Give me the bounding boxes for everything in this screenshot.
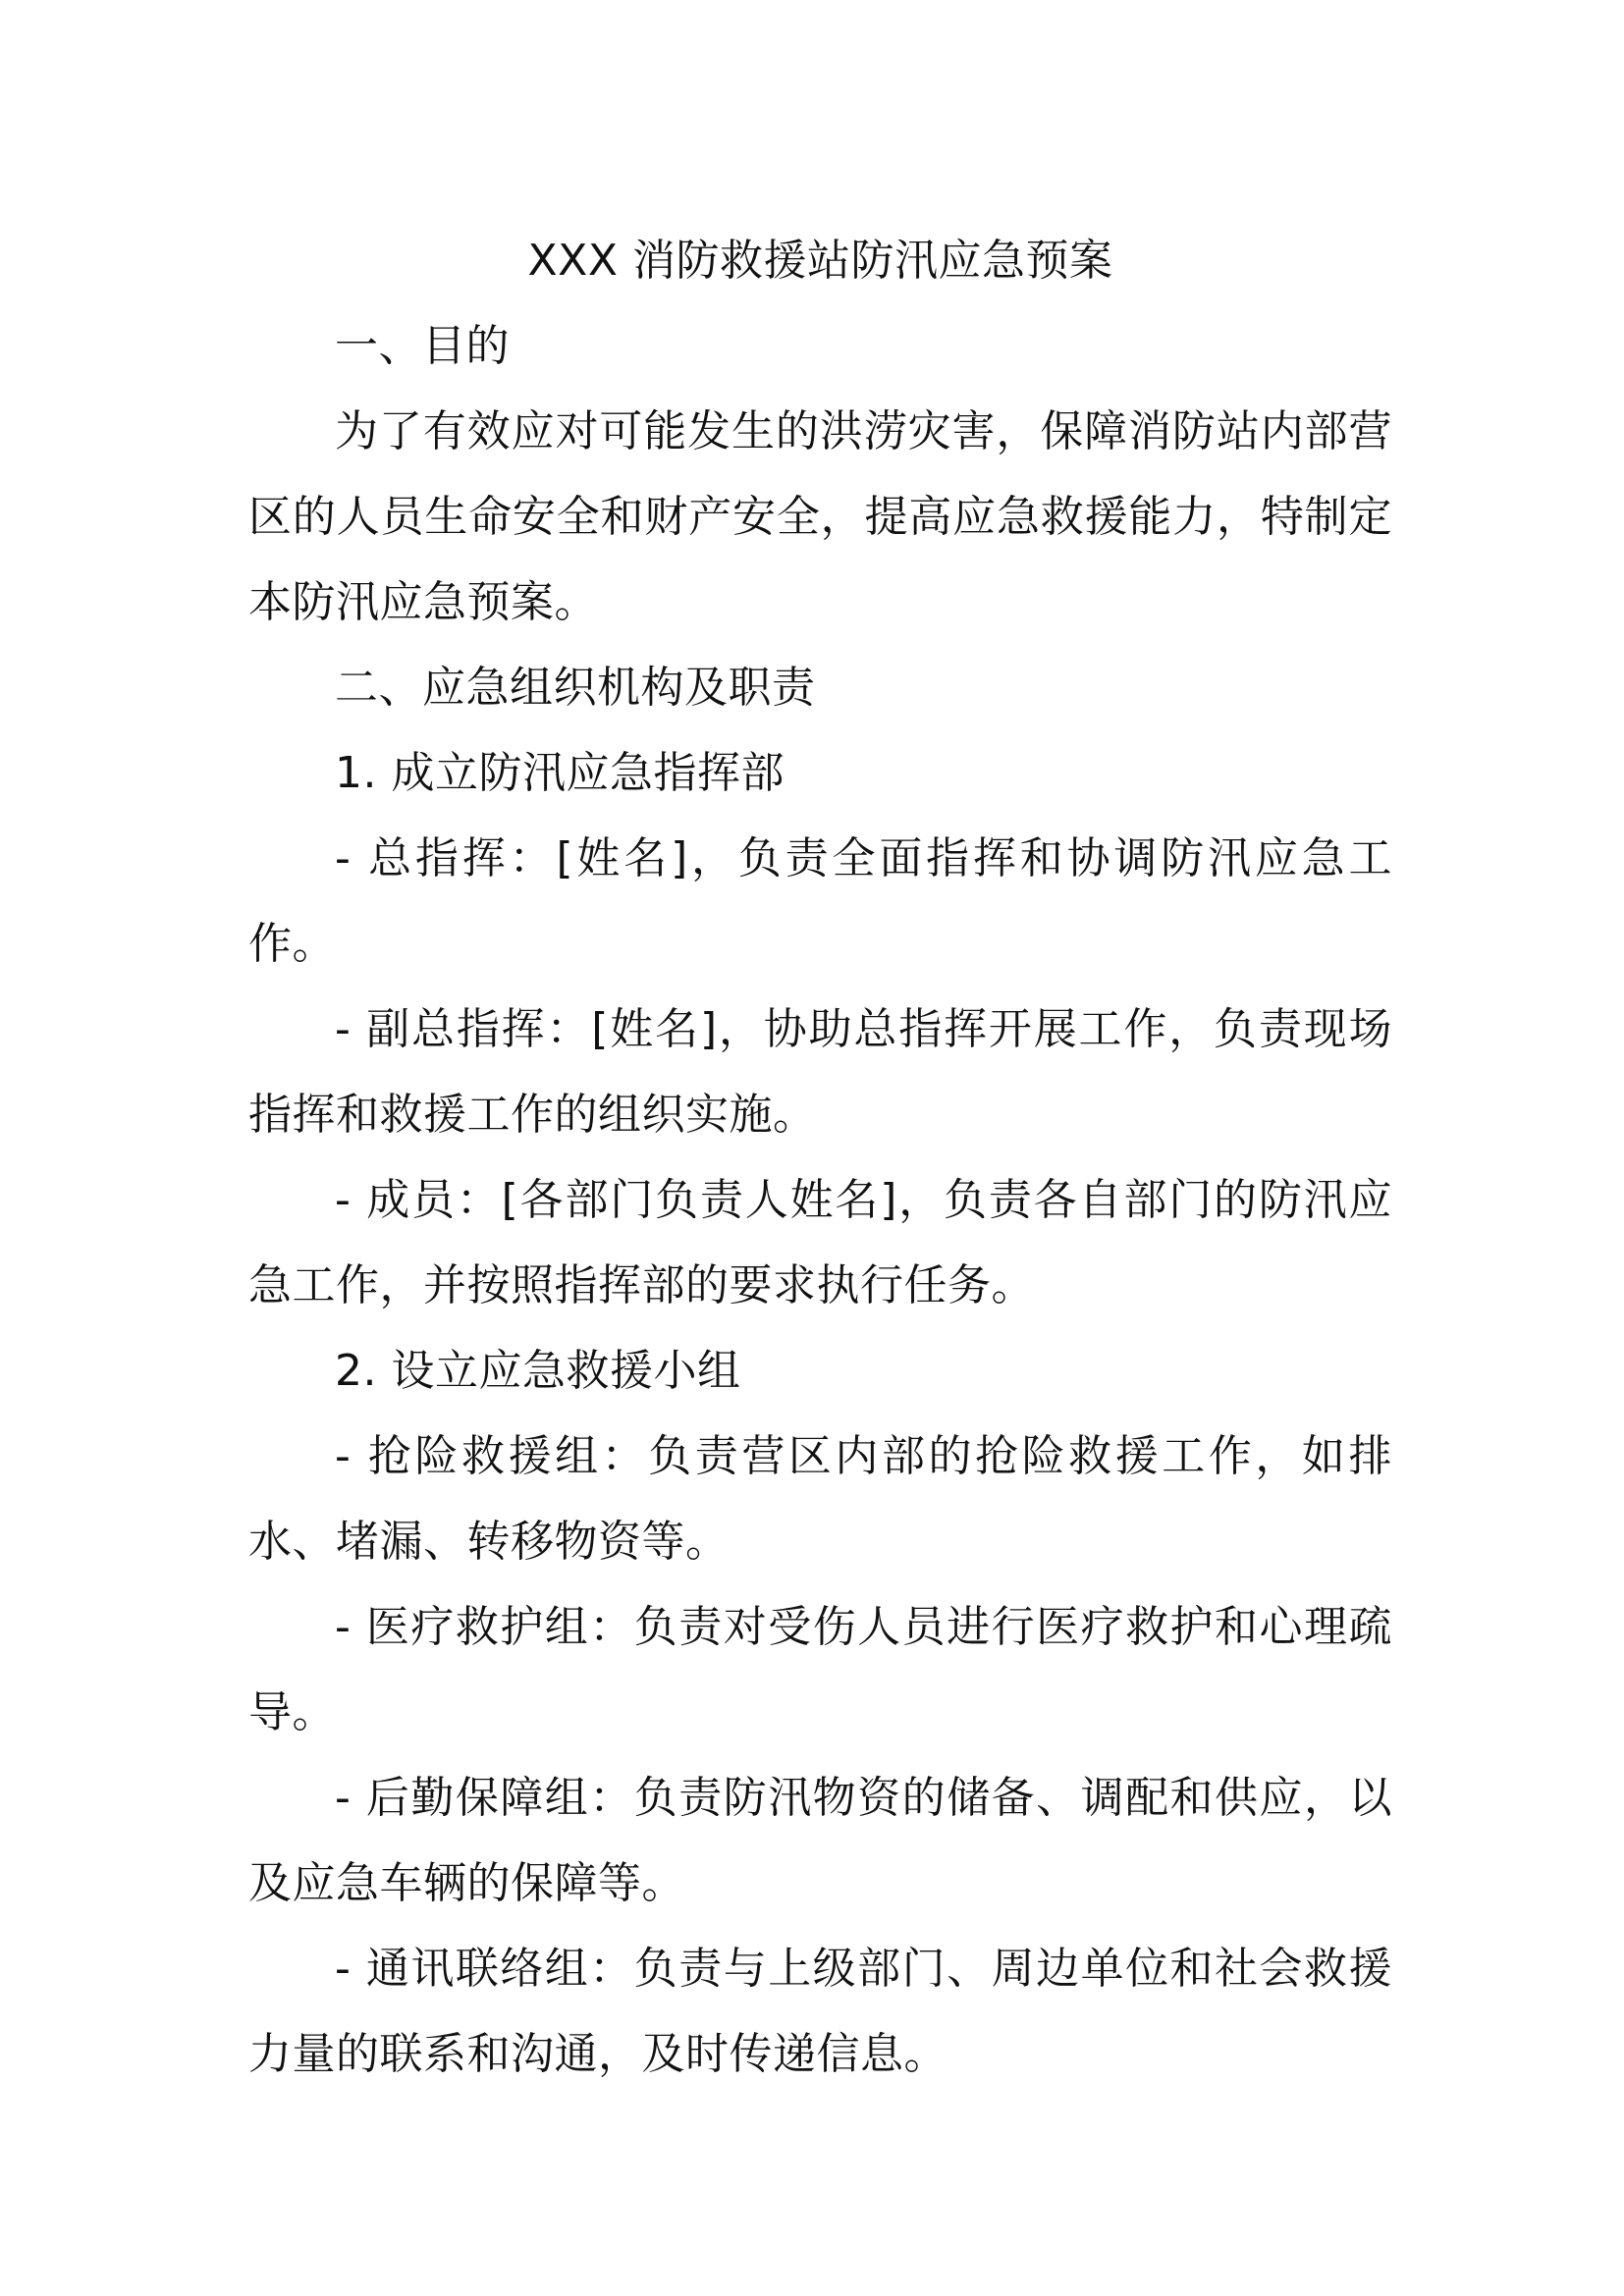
- subheading-command-center: 1. 成立防汛应急指挥部: [335, 748, 785, 798]
- list-item-medical-team: - 医疗救护组：负责对受伤人员进行医疗救护和心理疏导。: [248, 1602, 1392, 1737]
- list-item-members: - 成员：[各部门负责人姓名]，负责各自部门的防汛应急工作，并按照指挥部的要求执行任务。: [248, 1175, 1392, 1310]
- section-heading-organization: 二、应急组织机构及职责: [335, 663, 816, 713]
- list-item-logistics-team: - 后勤保障组：负责防汛物资的储备、调配和供应，以及应急车辆的保障等。: [248, 1773, 1392, 1908]
- list-item-communication-team: - 通讯联络组：负责与上级部门、周边单位和社会救援力量的联系和沟通，及时传递信息。: [248, 1944, 1392, 2079]
- document-title: XXX 消防救援站防汛应急预案: [527, 236, 1113, 286]
- purpose-paragraph: 为了有效应对可能发生的洪涝灾害，保障消防站内部营区的人员生命安全和财产安全，提高应急救援能力，特制定本防汛应急预案。: [248, 406, 1392, 627]
- list-item-rescue-team: - 抢险救援组：负责营区内部的抢险救援工作，如排水、堵漏、转移物资等。: [248, 1431, 1392, 1567]
- list-item-deputy-commander: - 副总指挥：[姓名]，协助总指挥开展工作，负责现场指挥和救援工作的组织实施。: [248, 1004, 1392, 1140]
- section-heading-purpose: 一、目的: [335, 321, 510, 371]
- subheading-rescue-teams: 2. 设立应急救援小组: [335, 1346, 741, 1396]
- document-body: [248, 218, 1392, 2097]
- list-item-commander: - 总指挥：[姓名]，负责全面指挥和协调防汛应急工作。: [248, 833, 1392, 969]
